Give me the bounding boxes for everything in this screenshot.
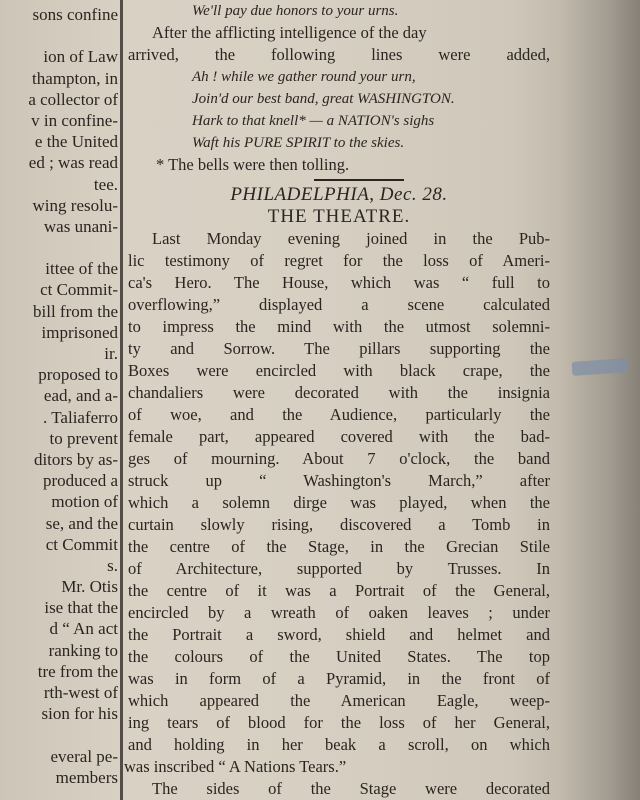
article-line: the centre of the Stage, in the Grecian Stile <box>128 537 550 556</box>
left-column-line: produced a <box>42 471 118 491</box>
article-line: Last Monday evening joined in the Pub- <box>152 229 550 248</box>
article-line: Boxes were encircled with black crape, the <box>128 361 550 380</box>
left-column-line: ct Commit <box>45 534 118 554</box>
left-column-line <box>0 724 118 745</box>
article-line: was inscribed “ A Nations Tears.” <box>124 757 347 776</box>
page-edge-shadow <box>560 0 640 800</box>
article-line: the Portrait a sword, shield and helmet and <box>128 625 550 644</box>
article-line: ty and Sorrow. The pillars supporting the <box>128 339 550 358</box>
article-line: which a solemn dirge was played, when the <box>128 493 550 512</box>
left-column-line: was unani- <box>43 216 118 236</box>
left-column-line: ed ; was read <box>28 153 118 173</box>
article-line: curtain slowly rising, discovered a Tomb in <box>128 515 550 534</box>
left-column-line: Mr. Otis <box>61 577 118 597</box>
left-column-line: members <box>55 767 118 787</box>
left-column-line <box>0 25 118 46</box>
article-line: ca's Hero. The House, which was “ full to <box>128 273 550 292</box>
intro-line: arrived, the following lines were added, <box>128 45 550 64</box>
article-line: of Architecture, supported by Trusses. In <box>128 559 550 578</box>
left-column-line: tee. <box>93 174 118 194</box>
article-line: the colours of the United States. The top <box>128 647 550 666</box>
left-column-line: thampton, in <box>32 68 118 88</box>
article-line: and holding in her beak a scroll, on which <box>128 735 550 754</box>
left-column-line: proposed to <box>38 365 118 385</box>
article-headline: THE THEATRE. <box>267 206 411 227</box>
left-column-line <box>0 237 118 258</box>
article-line: female part, appeared covered with the bad- <box>128 427 550 446</box>
left-column-line: ir. <box>104 344 118 363</box>
section-divider <box>124 176 554 184</box>
left-column-line: rth-west of <box>43 683 118 702</box>
left-column-line: wing resolu- <box>32 195 118 215</box>
article-line: to impress the mind with the utmost solemni- <box>128 317 550 336</box>
intro-line: After the afflicting intelligence of the day <box>152 23 427 42</box>
article-line: chandaliers were decorated with the insignia <box>128 383 550 402</box>
main-column <box>124 0 554 800</box>
left-column-line: imprisoned <box>41 322 118 342</box>
article-line: The sides of the Stage were decorated <box>152 779 550 798</box>
article-body <box>124 228 554 800</box>
article-line: ing tears of blood for the loss of her General, <box>128 713 550 732</box>
poem-line: Join'd our best band, great WASHINGTON. <box>192 91 455 107</box>
poem-line: Ah ! while we gather round your urn, <box>192 69 416 85</box>
left-column-line: e the United <box>34 132 118 152</box>
column-rule <box>120 0 123 800</box>
article-line: lic testimony of regret for the loss of Ameri- <box>128 251 550 270</box>
article-line: ges of mourning. About 7 o'clock, the band <box>128 449 550 468</box>
left-column-line: bill from the <box>33 301 118 321</box>
left-column-line: s. <box>107 555 118 575</box>
left-column-line: se, and the <box>45 513 118 533</box>
left-column-line: sons confine <box>32 5 118 24</box>
left-column-line: ct Commit- <box>40 280 118 300</box>
article-line: overflowing,” displayed a scene calculated <box>128 295 550 314</box>
poem-line: Hark to that knell* — a NATION's sighs <box>192 113 435 129</box>
left-column-line: ead, and a- <box>43 386 118 406</box>
left-column-line: a collector of <box>28 89 118 109</box>
left-column-line: motion of <box>51 492 118 512</box>
article-line: was in form of a Pyramid, in the front of <box>128 669 550 688</box>
dateline: PHILADELPHIA, Dec. 28. <box>230 184 448 205</box>
poem-line: Waft his PURE SPIRIT to the skies. <box>192 135 405 151</box>
left-column-line: to prevent <box>49 428 118 448</box>
footnote: * The bells were then tolling. <box>156 155 350 174</box>
left-column-line: . Taliaferro <box>43 407 118 427</box>
left-column-line: d “ An act <box>49 619 118 639</box>
left-column-line: ranking to <box>48 640 118 660</box>
left-column <box>0 4 118 788</box>
article-line: encircled by a wreath of oaken leaves ; under <box>128 603 550 622</box>
left-column-line: sion for his <box>41 704 118 724</box>
article-line: which appeared the American Eagle, weep- <box>128 691 550 710</box>
article-line: struck up “ Washington's March,” after <box>128 471 550 490</box>
left-column-line: ion of Law <box>43 47 118 67</box>
article-line: of woe, and the Audience, particularly the <box>128 405 550 424</box>
article-line: the centre of it was a Portrait of the General, <box>128 581 550 600</box>
left-column-line: ditors by as- <box>33 449 118 469</box>
left-column-line: everal pe- <box>50 746 118 766</box>
left-column-line: ittee of the <box>45 259 118 279</box>
left-column-line: v in confine- <box>31 110 118 130</box>
poem-line-top: We'll pay due honors to your urns. <box>192 3 399 19</box>
left-column-line: ise that the <box>44 598 118 618</box>
left-column-line: tre from the <box>37 661 118 681</box>
